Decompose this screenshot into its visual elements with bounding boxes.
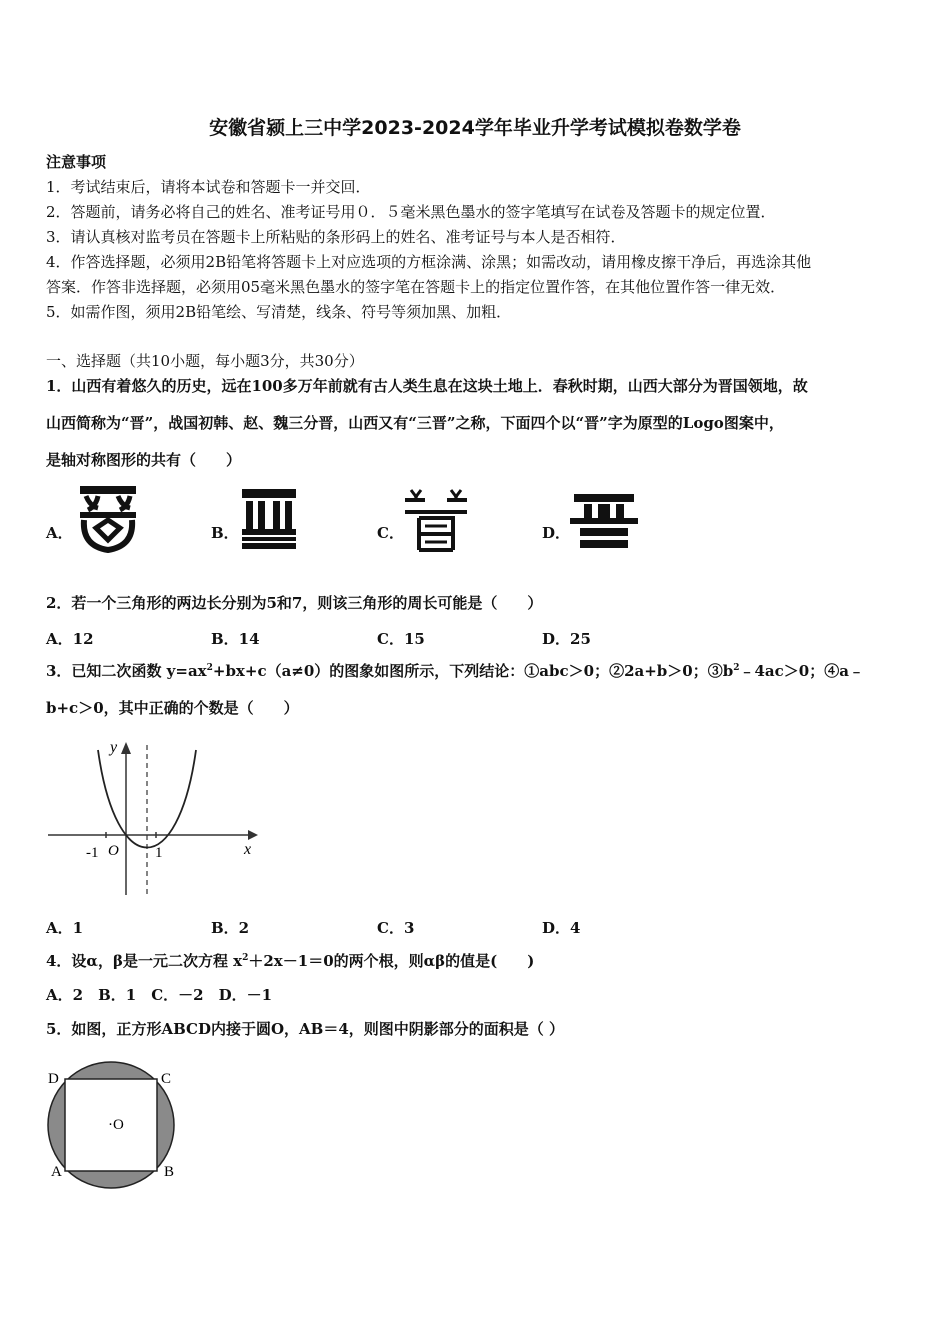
- jin-logo-b-image: [238, 487, 300, 551]
- notice-item: 1．考试结束后，请将本试卷和答题卡一并交回．: [46, 178, 371, 196]
- q3-line-1-part: ﹣4ac＞0；④a﹣: [739, 662, 864, 680]
- page-title: 安徽省颍上三中学2023-2024学年毕业升学考试模拟卷数学卷: [209, 117, 741, 139]
- q1-option-b: B．: [211, 524, 239, 542]
- q3-line-1-part: +bx+c（a≠0）的图象如图所示，下列结论：①abc＞0；②2a+b＞0；③b: [212, 662, 734, 680]
- q3-option-a: A．1: [46, 919, 84, 937]
- q2-option-c: C．15: [377, 630, 425, 648]
- superscript: 2: [242, 953, 249, 963]
- superscript: 2: [206, 663, 213, 673]
- q4-stem-part: ＋2x－1＝0的两个根，则αβ的值是( ): [248, 952, 535, 970]
- q2-option-a: A．12: [46, 630, 94, 648]
- vertex-a-label: A: [51, 1164, 62, 1180]
- jin-logo-a-image: [74, 482, 142, 554]
- q1-option-d: D．: [542, 524, 571, 542]
- circle-square-figure: [44, 1060, 194, 1190]
- q3-line-1: [46, 661, 864, 681]
- neg-one-label: -1: [86, 845, 99, 861]
- q1-option-c: C．: [377, 524, 404, 542]
- notice-item: 3．请认真核对监考员在答题卡上所粘贴的条形码上的姓名、准考证号与本人是否相符．: [46, 228, 626, 246]
- notice-heading: 注意事项: [46, 153, 107, 171]
- y-axis-label: y: [110, 740, 118, 756]
- x-axis-arrow: [248, 830, 258, 840]
- q3-line-2: b+c＞0，其中正确的个数是（ ）: [46, 699, 299, 717]
- vertex-d-label: D: [48, 1071, 59, 1087]
- q3-line-1-part: 3．已知二次函数 y=ax: [46, 662, 207, 680]
- jin-logo-c-image: [403, 488, 469, 554]
- vertex-b-label: B: [164, 1164, 175, 1180]
- q1-option-a: A．: [46, 524, 73, 542]
- q4-options: A．2 B．1 C．－2 D．－1: [46, 986, 273, 1004]
- superscript: 2: [733, 663, 740, 673]
- parabola-graph: [46, 740, 261, 900]
- notice-item: 5．如需作图，须用2B铅笔绘、写清楚，线条、符号等须加黑、加粗．: [46, 303, 512, 321]
- one-label: 1: [155, 845, 163, 861]
- q2-option-d: D．25: [542, 630, 591, 648]
- q4-stem: [46, 951, 534, 971]
- q3-option-d: D．4: [542, 919, 581, 937]
- q1-line: 是轴对称图形的共有（ ）: [46, 451, 242, 469]
- q2-option-b: B．14: [211, 630, 260, 648]
- vertex-c-label: C: [161, 1071, 172, 1087]
- section-heading: 一、选择题（共10小题，每小题3分，共30分）: [46, 352, 364, 370]
- q3-option-c: C．3: [377, 919, 415, 937]
- notice-item: 4．作答选择题，必须用2B铅笔将答题卡上对应选项的方框涂满、涂黑；如需改动，请用橡皮擦干净后，再选涂其他: [46, 253, 812, 271]
- q2-stem: 2．若一个三角形的两边长分别为5和7，则该三角形的周长可能是（ ）: [46, 594, 543, 612]
- q1-line: 1．山西有着悠久的历史，远在100多万年前就有古人类生息在这块土地上．春秋时期，山西大部分为晋国领地，故: [46, 377, 808, 395]
- notice-item: 答案．作答非选择题，必须用05毫米黑色墨水的签字笔在答题卡上的指定位置作答，在其他位置作答一律无效．: [46, 278, 786, 296]
- origin-label: O: [108, 843, 119, 859]
- q3-option-b: B．2: [211, 919, 250, 937]
- q5-stem: 5．如图，正方形ABCD内接于圆O，AB＝4，则图中阴影部分的面积是（ ）: [46, 1020, 565, 1038]
- q4-stem-part: 4．设α，β是一元二次方程 x: [46, 952, 243, 970]
- center-o-label: ·O: [108, 1117, 124, 1133]
- notice-item: 2．答题前，请务必将自己的姓名、准考证号用０．５毫米黑色墨水的签字笔填写在试卷及答题卡的规定位置．: [46, 203, 776, 221]
- y-axis-arrow: [121, 742, 131, 754]
- x-axis-label: x: [244, 841, 252, 858]
- jin-logo-d-image: [570, 492, 638, 552]
- q1-line: 山西简称为“晋”，战国初韩、赵、魏三分晋，山西又有“三晋”之称，下面四个以“晋”字为原型的Logo图案中，: [46, 414, 784, 432]
